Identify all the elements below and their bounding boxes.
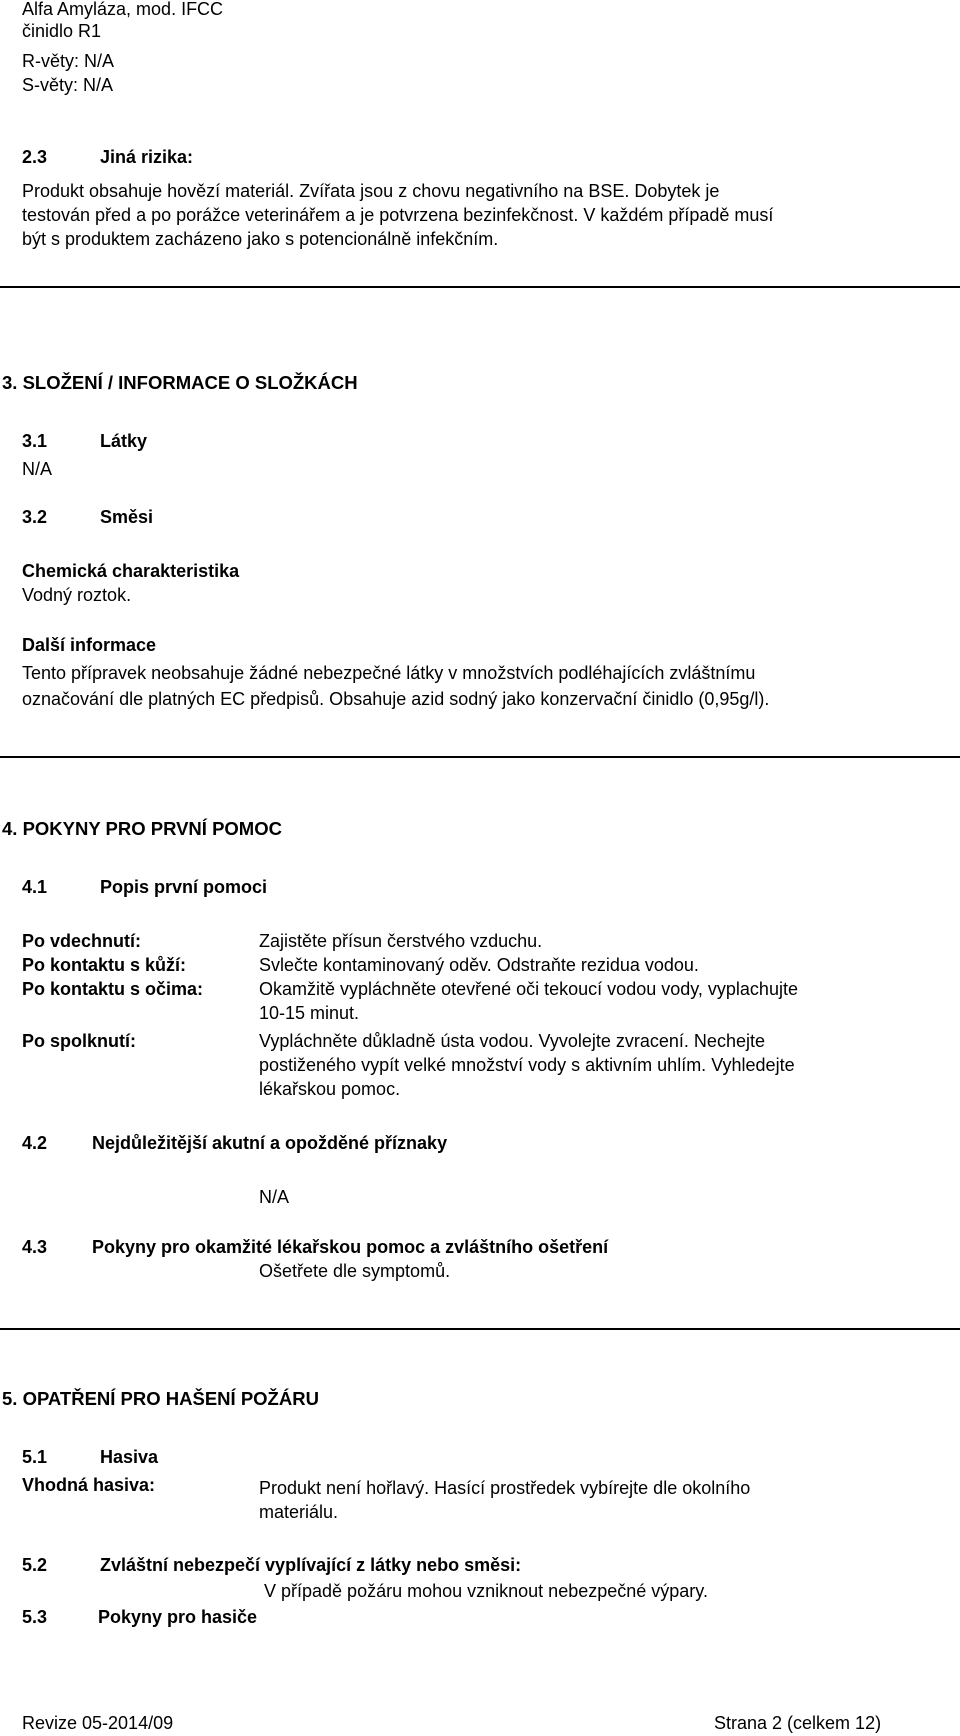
additional-info-label: Další informace (22, 635, 157, 655)
section-3-heading: 3. SLOŽENÍ / INFORMACE O SLOŽKÁCH (2, 372, 358, 393)
section-divider (0, 286, 960, 288)
first-aid-label: Po spolknutí: (22, 1031, 136, 1051)
section-3-1-number: 3.1 (22, 431, 48, 451)
section-2-3-text-line: Produkt obsahuje hovězí materiál. Zvířata jsou z chovu negativního na BSE. Dobytek je (22, 181, 720, 201)
section-5-2-number: 5.2 (22, 1555, 48, 1575)
section-5-heading: 5. OPATŘENÍ PRO HAŠENÍ POŽÁRU (2, 1388, 319, 1409)
first-aid-instruction: Okamžitě vypláchněte otevřené oči tekoucí vodou vody, vyplachujte (259, 979, 798, 999)
first-aid-instruction: Vypláchněte důkladně ústa vodou. Vyvolejte zvracení. Nechejte (259, 1031, 765, 1051)
section-divider (0, 756, 960, 758)
section-divider (0, 1328, 960, 1330)
r-phrases: R-věty: N/A (22, 51, 115, 71)
first-aid-instruction: lékařskou pomoc. (259, 1079, 401, 1099)
section-5-3-title: Pokyny pro hasiče (98, 1607, 258, 1627)
section-2-3-text-line: testován před a po porážce veterinářem a je potvrzena bezinfekčnost. V každém případě musí (22, 205, 774, 225)
section-5-2-value: V případě požáru mohou vzniknout nebezpečné výpary. (264, 1581, 708, 1601)
section-4-3-title: Pokyny pro okamžité lékařskou pomoc a zvláštního ošetření (92, 1237, 609, 1257)
section-4-1-title: Popis první pomoci (100, 877, 268, 897)
extinguishing-media-label: Vhodná hasiva: (22, 1475, 156, 1495)
section-3-1-value: N/A (22, 459, 53, 479)
first-aid-instruction: postiženého vypít velké množství vody s aktivním uhlím. Vyhledejte (259, 1055, 795, 1075)
section-5-1-number: 5.1 (22, 1447, 48, 1467)
section-3-2-number: 3.2 (22, 507, 48, 527)
page-number: Strana 2 (celkem 12) (714, 1713, 882, 1733)
section-4-3-value: Ošetřete dle symptomů. (259, 1261, 451, 1281)
section-3-1-title: Látky (100, 431, 148, 451)
section-4-2-value: N/A (259, 1187, 290, 1207)
extinguishing-media-line: Produkt není hořlavý. Hasící prostředek vybírejte dle okolního (259, 1478, 751, 1498)
section-5-3-number: 5.3 (22, 1607, 48, 1627)
first-aid-instruction: Svlečte kontaminovaný oděv. Odstraňte rezidua vodou. (259, 955, 699, 975)
section-4-heading: 4. POKYNY PRO PRVNÍ POMOC (2, 818, 282, 839)
additional-info-line: Tento přípravek neobsahuje žádné nebezpečné látky v množstvích podléhajících zvláštnímu (22, 663, 756, 683)
section-4-2-number: 4.2 (22, 1133, 48, 1153)
section-2-3-text-line: být s produktem zacházeno jako s potencionálně infekčním. (22, 229, 499, 249)
first-aid-label: Po kontaktu s kůží: (22, 955, 187, 975)
section-3-2-title: Směsi (100, 507, 154, 527)
first-aid-label: Po vdechnutí: (22, 931, 142, 951)
reagent-name: činidlo R1 (22, 21, 102, 41)
chem-characteristic-label: Chemická charakteristika (22, 561, 240, 581)
section-4-2-title: Nejdůležitější akutní a opožděné příznaky (92, 1133, 448, 1153)
section-5-1-title: Hasiva (100, 1447, 159, 1467)
section-5-2-title: Zvláštní nebezpečí vyplívající z látky nebo směsi: (100, 1555, 522, 1575)
first-aid-instruction: 10-15 minut. (259, 1003, 360, 1023)
first-aid-label: Po kontaktu s očima: (22, 979, 204, 999)
chem-characteristic-value: Vodný roztok. (22, 585, 132, 605)
section-4-3-number: 4.3 (22, 1237, 48, 1257)
additional-info-line: označování dle platných EC předpisů. Obsahuje azid sodný jako konzervační činidlo (0,95g/l). (22, 689, 770, 709)
s-phrases: S-věty: N/A (22, 75, 114, 95)
product-name: Alfa Amyláza, mod. IFCC (22, 0, 224, 19)
section-2-3-title: Jiná rizika: (100, 147, 194, 167)
section-4-1-number: 4.1 (22, 877, 48, 897)
first-aid-instruction: Zajistěte přísun čerstvého vzduchu. (259, 931, 543, 951)
section-2-3-number: 2.3 (22, 147, 48, 167)
revision-label: Revize 05-2014/09 (22, 1713, 174, 1733)
extinguishing-media-line: materiálu. (259, 1502, 339, 1522)
